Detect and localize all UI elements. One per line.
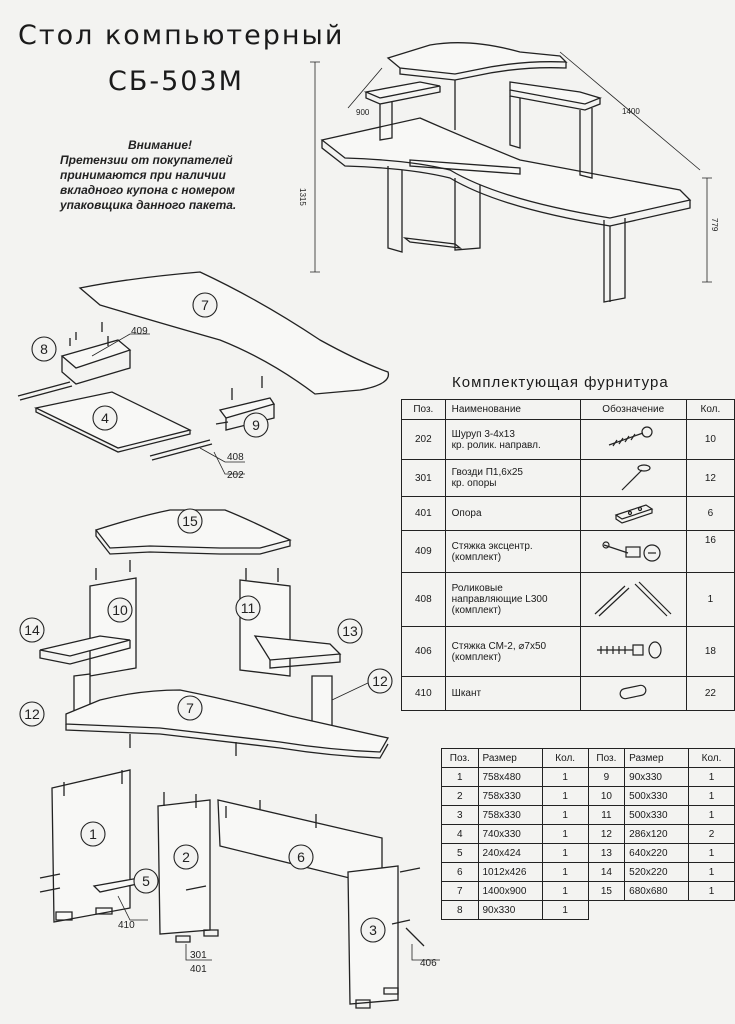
callout-7-lower: 7 bbox=[186, 700, 194, 716]
table-row: 4 740х330 1 12 286х120 2 bbox=[442, 825, 735, 844]
callout-1: 1 bbox=[89, 826, 97, 842]
callout-3: 3 bbox=[369, 922, 377, 938]
notice-line: упаковщика данного пакета. bbox=[60, 198, 237, 212]
label-401: 401 bbox=[190, 964, 207, 975]
table-row: 1 758х480 1 9 90х330 1 bbox=[442, 768, 735, 787]
part-7-desktop-lower bbox=[66, 690, 388, 752]
callout-10: 10 bbox=[112, 602, 128, 618]
callout-14: 14 bbox=[24, 622, 40, 638]
table-row: 401 Опора 6 bbox=[402, 497, 735, 531]
col-qty: Кол. bbox=[686, 400, 734, 420]
callout-13: 13 bbox=[342, 623, 358, 639]
label-409: 409 bbox=[131, 326, 148, 337]
label-408: 408 bbox=[227, 452, 244, 463]
eccentric-tie-icon bbox=[580, 531, 686, 573]
col-pos: Поз. bbox=[402, 400, 446, 420]
assembled-desk-illustration bbox=[310, 43, 712, 302]
callout-12-left: 12 bbox=[24, 706, 40, 722]
hardware-table bbox=[401, 399, 735, 711]
callout-8: 8 bbox=[40, 341, 48, 357]
part-7-desktop bbox=[80, 272, 388, 394]
dimension-total-height: 1315 bbox=[298, 188, 307, 206]
dimension-desk-height: 779 bbox=[710, 218, 719, 232]
roller-rail-icon bbox=[580, 573, 686, 627]
callout-5: 5 bbox=[142, 873, 150, 889]
parts-header-row: Поз. Размер Кол. Поз. Размер Кол. bbox=[442, 749, 735, 768]
label-202: 202 bbox=[227, 470, 244, 481]
col-name: Наименование bbox=[445, 400, 580, 420]
notice-line: вкладного купона с номером bbox=[60, 183, 236, 197]
callout-6: 6 bbox=[297, 849, 305, 865]
notice-heading: Внимание! bbox=[127, 138, 193, 152]
notice-line: Претензии от покупателей bbox=[60, 153, 233, 167]
callout-11: 11 bbox=[240, 600, 256, 616]
table-row: 6 1012х426 1 14 520х220 1 bbox=[442, 863, 735, 882]
parts-table bbox=[441, 748, 735, 920]
table-row: 408 Роликовые направляющие L300 (комплект) 1 bbox=[402, 573, 735, 627]
model-number: СБ-503М bbox=[108, 66, 244, 97]
callout-4: 4 bbox=[101, 410, 109, 426]
table-row: 202 Шуруп 3-4х13 кр. ролик. направл. 10 bbox=[402, 420, 735, 460]
table-row: 8 90х330 1 bbox=[442, 901, 735, 920]
table-row: 409 Стяжка эксцентр. (комплект) 16 bbox=[402, 531, 735, 573]
table-row: 5 240х424 1 13 640х220 1 bbox=[442, 844, 735, 863]
support-foot-icon bbox=[580, 497, 686, 531]
table-row: 410 Шкант 22 bbox=[402, 677, 735, 711]
callout-15: 15 bbox=[182, 513, 198, 529]
confirmat-screw-icon bbox=[580, 627, 686, 677]
label-410: 410 bbox=[118, 920, 135, 931]
dimension-depth: 900 bbox=[356, 108, 370, 117]
hardware-title: Комплектующая фурнитура bbox=[452, 374, 669, 391]
dimension-width: 1400 bbox=[622, 107, 640, 116]
callout-7-top: 7 bbox=[201, 297, 209, 313]
hardware-header-row bbox=[402, 400, 735, 420]
notice-line: принимаются при наличии bbox=[60, 168, 226, 182]
table-row: 406 Стяжка СМ-2, ⌀7х50 (комплект) 18 bbox=[402, 627, 735, 677]
callout-9: 9 bbox=[252, 417, 260, 433]
callout-12-right: 12 bbox=[372, 673, 388, 689]
callout-2: 2 bbox=[182, 849, 190, 865]
screw-icon bbox=[580, 420, 686, 460]
table-row: 7 1400х900 1 15 680х680 1 bbox=[442, 882, 735, 901]
table-row: 3 758х330 1 11 500х330 1 bbox=[442, 806, 735, 825]
dowel-icon bbox=[580, 677, 686, 711]
col-designation: Обозначение bbox=[580, 400, 686, 420]
table-row: 2 758х330 1 10 500х330 1 bbox=[442, 787, 735, 806]
document-title: Стол компьютерный bbox=[18, 20, 345, 51]
label-406: 406 bbox=[420, 958, 437, 969]
label-301: 301 bbox=[190, 950, 207, 961]
nail-icon bbox=[580, 460, 686, 497]
table-row: 301 Гвозди П1,6х25 кр. опоры 12 bbox=[402, 460, 735, 497]
